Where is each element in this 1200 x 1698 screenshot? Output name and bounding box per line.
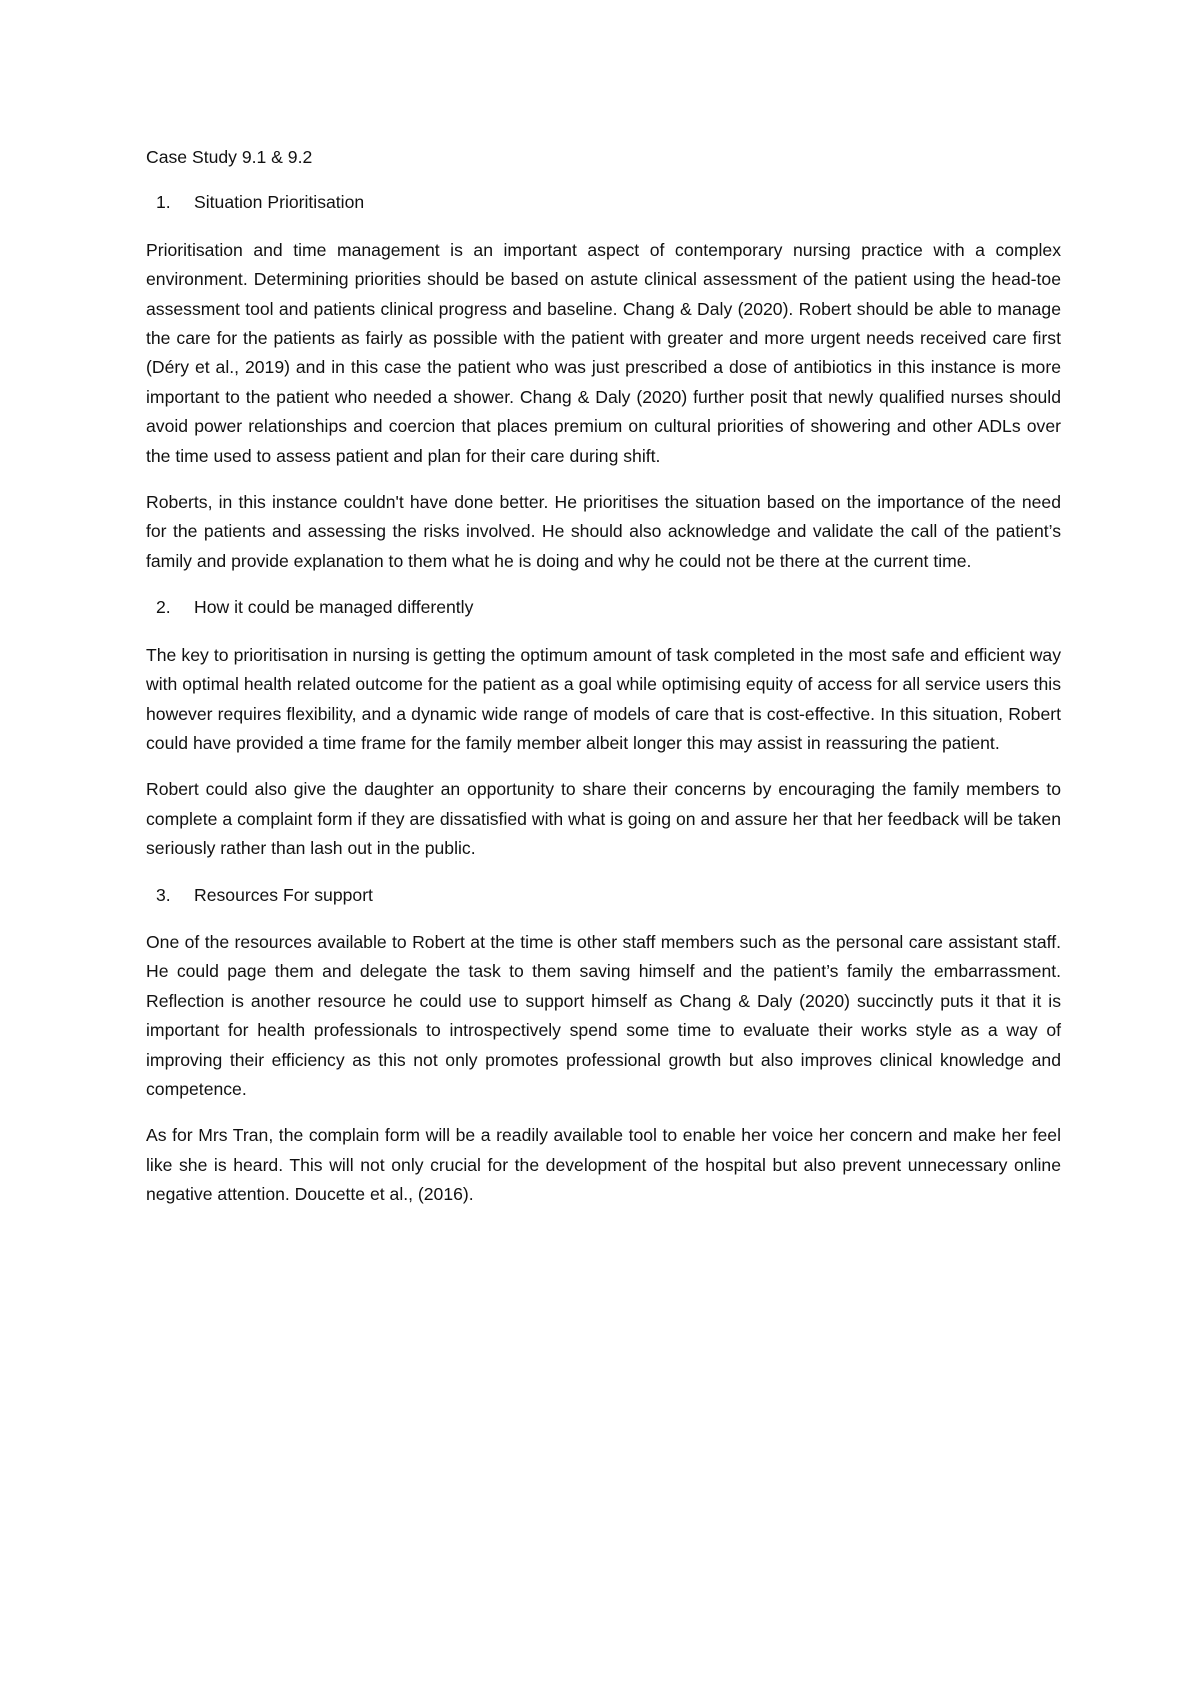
paragraph: As for Mrs Tran, the complain form will be a readily available tool to enable her voice her concern and make her feel like she is heard. This will not only crucial for the development of the hospital but also prevent unnecessary online negative attention. Doucette et al., (2016). [146,1125,1061,1205]
paragraph: The key to prioritisation in nursing is getting the optimum amount of task completed in the most safe and efficient way with optimal health related outcome for the patient as a goal while optimising equity of access for all service users this however requires flexibility, and a dynamic wide range of models of care that is cost-effective. In this situation, Robert could have provided a time frame for the family member albeit longer this may assist in reassuring the patient. [146,644,1061,753]
paragraph: One of the resources available to Robert at the time is other staff members such as the personal care assistant staff. He could page them and delegate the task to them saving himself and the patient’s family the embarrassment. Reflection is another resource he could use to support himself as Chang & Daly (2020) succinctly puts it that it is important for health professionals to introspectively spend some time to evaluate their works style as a way of improving their efficiency as this not only promotes professional growth but also improves clinical knowledge and competence. [146,931,1061,1099]
section-heading-label: How it could be managed differently [194,597,474,618]
section-heading-label: Situation Prioritisation [194,192,365,213]
section-heading-situation-prioritisation [146,188,1061,217]
paragraph: Robert could also give the daughter an opportunity to share their concerns by encouraging the family members to complete a complaint form if they are dissatisfied with what is going on and assure her that her feedback will be taken seriously rather than lash out in the public. [146,779,1061,859]
section-number: 3. [156,884,171,905]
paragraph: Prioritisation and time management is an important aspect of contemporary nursing practice with a complex environment. Determining priorities should be based on astute clinical assessment of the patient using the head-toe assessment tool and patients clinical progress and baseline. Chang & Daly (2020). Robert should be able to manage the care for the patients as fairly as possible with the patient with greater and more urgent needs received care first (Déry et al., 2019) and in this case the patient who was just prescribed a dose of antibiotics in this instance is more important to the patient who needed a shower. Chang & Daly (2020) further posit that newly qualified nurses should avoid power relationships and coercion that places premium on cultural priorities of showering and other ADLs over the time used to assess patient and plan for their care during shift. [146,239,1061,466]
paragraph: Roberts, in this instance couldn't have done better. He prioritises the situation based on the importance of the need for the patients and assessing the risks involved. He should also acknowledge and validate the call of the patient’s family and provide explanation to them what he is doing and why he could not be there at the current time. [146,492,1061,571]
section-number: 2. [156,597,171,618]
section-heading-label: Resources For support [194,884,373,905]
section-number: 1. [156,192,171,213]
section-heading-managed-differently [146,593,1061,622]
document-body [146,143,1061,1227]
document-title: Case Study 9.1 & 9.2 [146,147,313,167]
section-heading-resources-for-support [146,881,1061,910]
